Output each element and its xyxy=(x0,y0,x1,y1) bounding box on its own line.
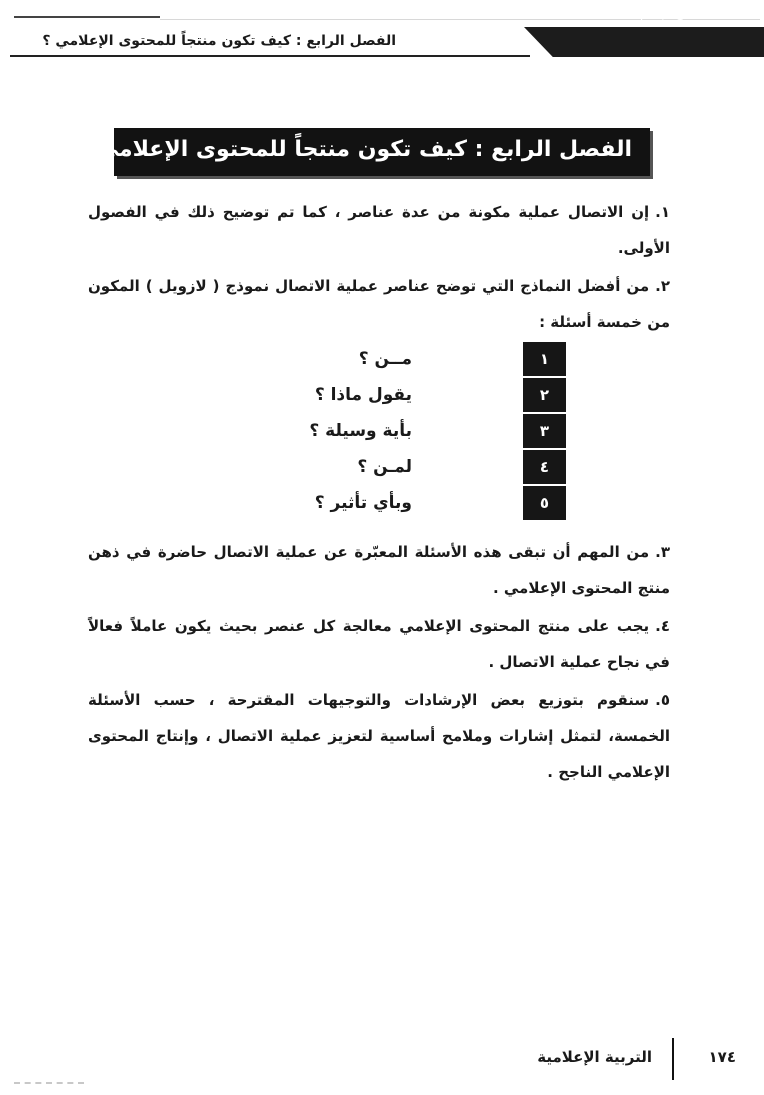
running-header-title: الفصل الرابع : كيف تكون منتجاً للمحتوى الإعلامي ؟ xyxy=(42,33,396,49)
top-rule xyxy=(14,16,160,18)
question-text: لمـن ؟ xyxy=(357,457,412,477)
question-number-box: ٤ xyxy=(523,450,566,484)
item-text: من المهم أن تبقى هذه الأسئلة المعبّرة عن عملية الاتصال حاضرة في ذهن منتج المحتوى الإعلامي . xyxy=(88,543,670,597)
scan-mark xyxy=(14,1082,84,1085)
running-header-tab-label: كيف تتعامل مع الإعلام؟ xyxy=(633,6,750,20)
chapter-heading-box xyxy=(76,128,650,176)
question-number-box: ٥ xyxy=(523,486,566,520)
question-text: مــن ؟ xyxy=(358,349,412,369)
item-text: سنقوم بتوزيع بعض الإرشادات والتوجيهات المقترحة ، حسب الأسئلة الخمسة، لتمثل إشارات وملامح أساسية لتعزيز عملية الاتصال ، وإنتاج المحتوى الإعلامي الناجح . xyxy=(88,691,670,781)
item-number: ٢. xyxy=(655,277,670,295)
question-number-box: ٣ xyxy=(523,414,566,448)
item-number: ١. xyxy=(655,203,670,221)
question-text: يقول ماذا ؟ xyxy=(314,385,412,405)
question-number-box: ١ xyxy=(523,342,566,376)
list-item xyxy=(88,682,670,790)
footer-book-title: التربية الإعلامية xyxy=(537,1048,652,1066)
item-number: ٥. xyxy=(655,691,670,709)
question-text: وبأي تأثير ؟ xyxy=(314,493,412,513)
list-item xyxy=(88,194,670,266)
item-text: إن الاتصال عملية مكونة من عدة عناصر ، كما تم توضيح ذلك في الفصول الأولى. xyxy=(88,203,670,257)
running-header-line xyxy=(10,55,530,57)
page-number: ١٧٤ xyxy=(708,1048,736,1066)
running-header-tab xyxy=(524,27,764,57)
footer-divider xyxy=(672,1038,674,1080)
question-text: بأية وسيلة ؟ xyxy=(309,421,412,441)
item-text: يجب على منتج المحتوى الإعلامي معالجة كل عنصر بحيث يكون عاملاً فعالاً في نجاح عملية الاتصال . xyxy=(88,617,670,671)
item-number: ٣. xyxy=(655,543,670,561)
list-item xyxy=(88,608,670,680)
list-item xyxy=(88,534,670,606)
chapter-heading: الفصل الرابع : كيف تكون منتجاً للمحتوى الإعلامي ؟ xyxy=(76,137,632,162)
list-item xyxy=(88,268,670,340)
item-text: من أفضل النماذج التي توضح عناصر عملية الاتصال نموذج ( لازويل ) المكون من خمسة أسئلة : xyxy=(88,277,670,331)
question-number-box: ٢ xyxy=(523,378,566,412)
item-number: ٤. xyxy=(655,617,670,635)
